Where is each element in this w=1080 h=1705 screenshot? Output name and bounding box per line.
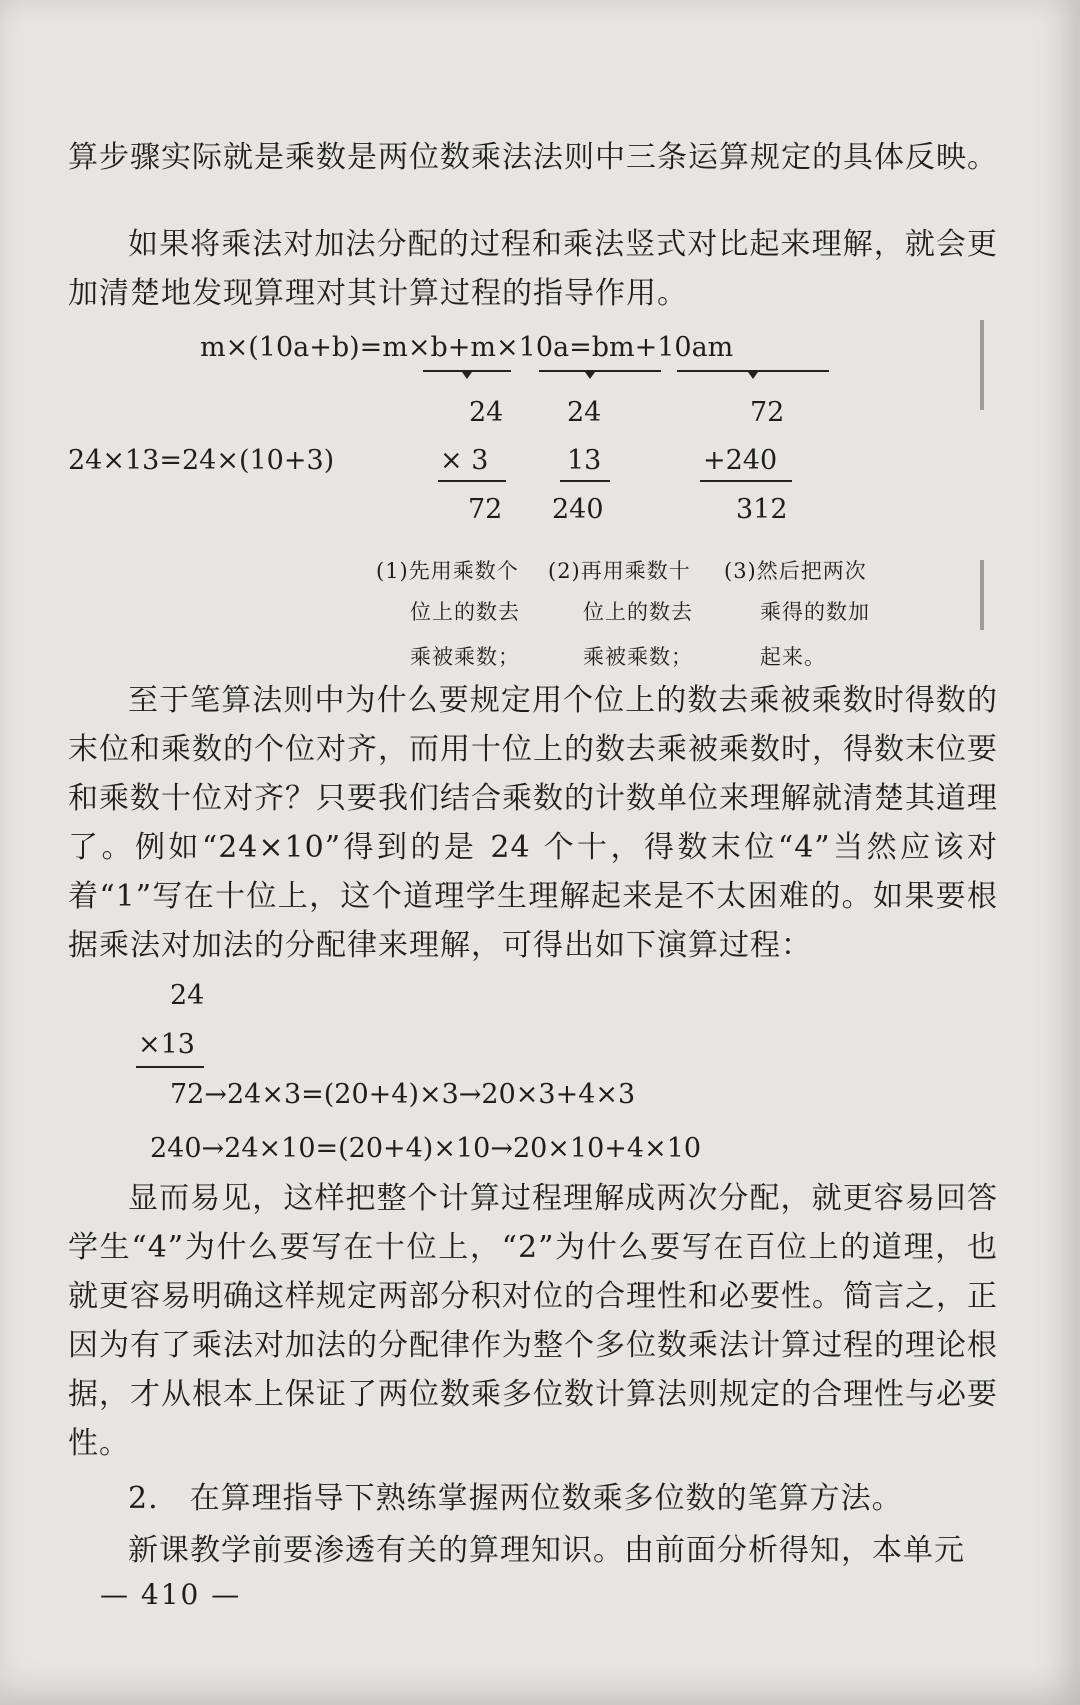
- calc-row-2: 240→24×10=(20+4)×10→20×10+4×10: [150, 1133, 702, 1164]
- calc-multiplier: ×13: [138, 1029, 195, 1060]
- paragraph-5: 2. 在算理指导下熟练掌握两位数乘多位数的笔算方法。: [128, 1481, 903, 1516]
- calc-multiplicand: 24: [170, 980, 205, 1011]
- paragraph-2: 如果将乘法对加法分配的过程和乘法竖式对比起来理解，就会更加清楚地发现算理对其计算过程的指导作用。: [68, 227, 998, 311]
- step-note-2-line3: 乘被乘数；: [583, 645, 693, 669]
- paragraph-4: 显而易见，这样把整个计算过程理解成两次分配，就更容易回答学生“4”为什么要写在十位上，“2”为什么要写在百位上的道理，也就更容易明确这样规定两部分积对位的合理性和必要性。简言之，正因为有了乘法对加法的分配律作为整个多位数乘法计算过程的理论根据，才从根本上保证了两位数乘多位数计算法则规定的合理性与必要性。: [68, 1181, 998, 1461]
- col1-result: 72: [468, 494, 503, 525]
- col3-top: 72: [750, 397, 785, 428]
- col1-mid: × 3: [440, 445, 489, 476]
- step-note-1-line1: (1)先用乘数个: [376, 559, 519, 583]
- paragraph-1: 算步骤实际就是乘数是两位数乘法法则中三条运算规定的具体反映。: [68, 140, 998, 175]
- col3-rule: [700, 480, 792, 482]
- print-bleed-mark: [980, 560, 984, 630]
- col2-top: 24: [567, 397, 602, 428]
- formula-underline-2: [539, 370, 661, 372]
- page-number: — 410 —: [100, 1578, 242, 1611]
- arrow-down-icon: [585, 372, 595, 379]
- left-expression: 24×13=24×(10+3): [68, 445, 335, 476]
- step-note-3-line1: (3)然后把两次: [724, 559, 867, 583]
- step-note-2-line1: (2)再用乘数十: [548, 559, 691, 583]
- arrow-down-icon: [748, 372, 758, 379]
- col1-top: 24: [469, 397, 504, 428]
- col2-result: 240: [552, 494, 604, 525]
- step-note-1-line2: 位上的数去: [410, 600, 520, 624]
- calc-row-1: 72→24×3=(20+4)×3→20×3+4×3: [170, 1079, 636, 1110]
- step-note-3-line3: 起来。: [760, 645, 826, 669]
- col2-rule: [560, 480, 610, 482]
- distributive-formula: m×(10a+b)=m×b+m×10a=bm+10am: [200, 332, 734, 363]
- step-note-1-line3: 乘被乘数；: [410, 645, 520, 669]
- arrow-down-icon: [462, 372, 472, 379]
- col2-mid: 13: [567, 445, 602, 476]
- print-bleed-mark: [980, 320, 984, 410]
- paragraph-6: 新课教学前要渗透有关的算理知识。由前面分析得知，本单元: [128, 1533, 965, 1568]
- step-note-2-line2: 位上的数去: [583, 600, 693, 624]
- col3-mid: +240: [703, 445, 778, 476]
- calc-rule: [136, 1066, 204, 1068]
- col1-rule: [438, 480, 506, 482]
- col3-result: 312: [736, 494, 788, 525]
- paragraph-3: 至于笔算法则中为什么要规定用个位上的数去乘被乘数时得数的末位和乘数的个位对齐，而用十位上的数去乘被乘数时，得数末位要和乘数十位对齐？只要我们结合乘数的计数单位来理解就清楚其道理了。例如“24×10”得到的是 24 个十，得数末位“4”当然应该对着“1”写在十位上，这个道理学生理解起来是不太困难的。如果要根据乘法对加法的分配律来理解，可得出如下演算过程：: [68, 683, 998, 963]
- step-note-3-line2: 乘得的数加: [760, 600, 870, 624]
